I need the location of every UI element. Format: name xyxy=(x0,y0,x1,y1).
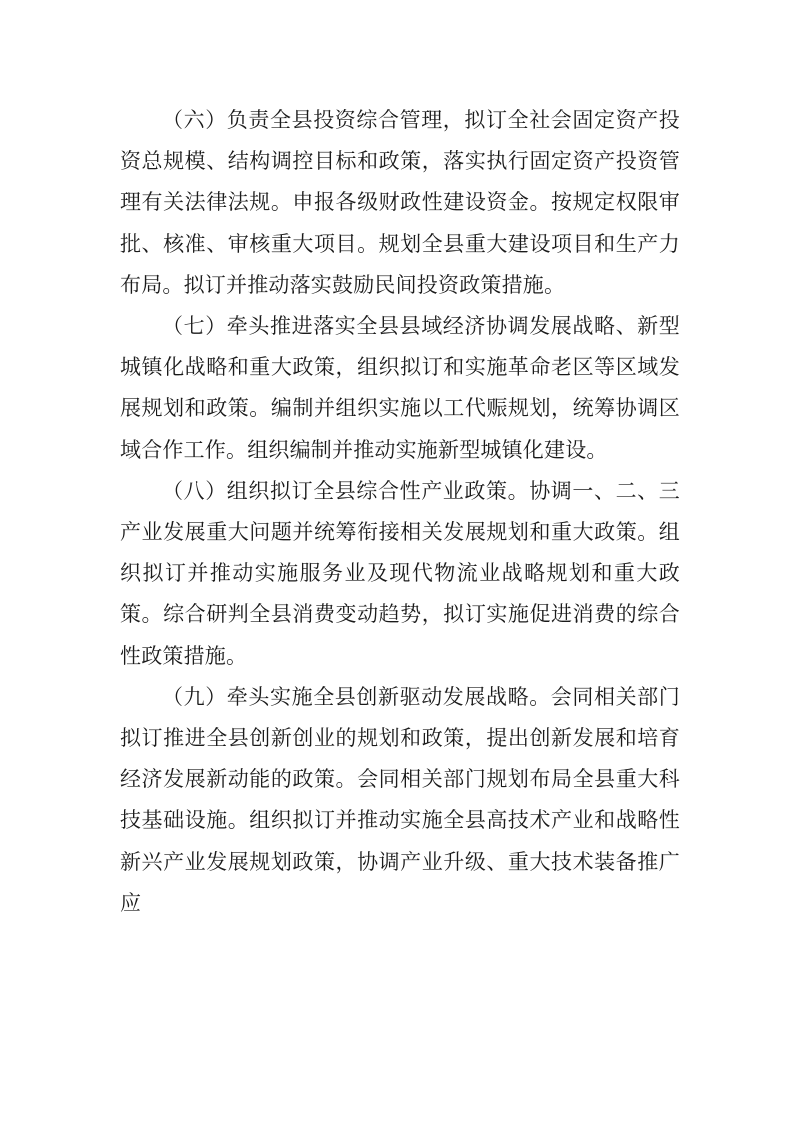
paragraph-9: （九）牵头实施全县创新驱动发展战略。会同相关部门拟订推进全县创新创业的规划和政策，提出创新发展和培育经济发展新动能的政策。会同相关部门规划布局全县重大科技基础设施。组织拟订并推动实施全县高技术产业和战略性新兴产业发展规划政策，协调产业升级、重大技术装备推广应 xyxy=(120,684,680,915)
paragraph-6: （六）负责全县投资综合管理，拟订全社会固定资产投资总规模、结构调控目标和政策，落实执行固定资产投资管理有关法律法规。申报各级财政性建设资金。按规定权限审批、核准、审核重大项目。规划全县重大建设项目和生产力布局。拟订并推动落实鼓励民间投资政策措施。 xyxy=(120,108,680,297)
paragraph-7: （七）牵头推进落实全县县域经济协调发展战略、新型城镇化战略和重大政策，组织拟订和实施革命老区等区域发展规划和政策。编制并组织实施以工代赈规划，统筹协调区域合作工作。组织编制并推动实施新型城镇化建设。 xyxy=(120,314,680,462)
document-body xyxy=(120,100,680,924)
paragraph-8: （八）组织拟订全县综合性产业政策。协调一、二、三产业发展重大问题并统筹衔接相关发展规划和重大政策。组织拟订并推动实施服务业及现代物流业战略规划和重大政策。综合研判全县消费变动趋势，拟订实施促进消费的综合性政策措施。 xyxy=(120,478,680,668)
